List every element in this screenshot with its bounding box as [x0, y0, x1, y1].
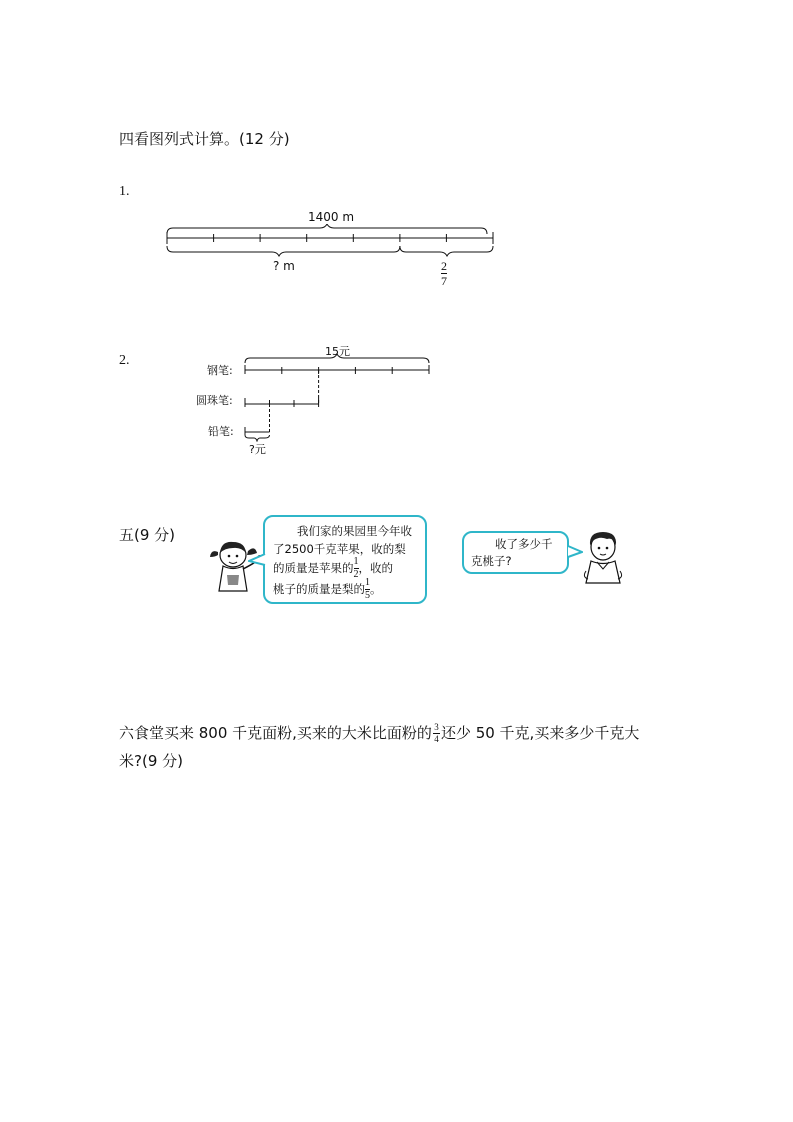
section-6-fraction: [433, 723, 440, 744]
diagram1-unknown-label: ? m: [273, 259, 295, 273]
bubble-left-line3b: ，收的: [358, 561, 393, 575]
diagram2-row-pen: 钢笔:: [207, 364, 233, 377]
speech-bubble-left: [263, 515, 427, 604]
item-2-number: 2.: [119, 353, 130, 368]
section-6-problem: [119, 719, 679, 775]
diagram1-total-label: 1400 m: [308, 210, 355, 224]
diagram2-unknown-label: ?元: [249, 443, 266, 456]
bubble-left-line4b: 。: [370, 582, 382, 596]
bubble-right-line1: 收了多少千: [495, 537, 553, 551]
section-6-text-c: 米?(9 分): [119, 752, 183, 770]
fraction-denominator: 7: [441, 274, 447, 288]
bubble-left-line3a: 的质量是苹果的: [273, 561, 354, 575]
bubble-right-line2: 克桃子?: [471, 554, 512, 568]
item-1-number: 1.: [119, 184, 130, 199]
boy-illustration: [580, 527, 628, 585]
bubble-left-line2: 了2500千克苹果，收的梨: [273, 542, 406, 556]
section-4-title: 四看图列式计算。(12 分): [119, 130, 290, 148]
diagram2-row-pencil: 铅笔:: [208, 425, 234, 438]
fraction-denominator: 2: [353, 569, 359, 580]
bubble-left-line4a: 桃子的质量是梨的: [273, 582, 365, 596]
fraction-numerator: 2: [441, 259, 447, 273]
section-6-text-b: 还少 50 千克,买来多少千克大: [440, 724, 640, 742]
diagram1-segment-bar: [160, 224, 500, 264]
fraction-numerator: 3: [434, 722, 439, 732]
bubble-left-tail: [248, 553, 266, 567]
diagram2-segment-bars: [240, 352, 440, 442]
speech-bubble-right: [462, 531, 569, 574]
section-5-title: 五(9 分): [119, 526, 176, 544]
diagram2-row-ballpen: 圆珠笔:: [196, 394, 233, 407]
fraction-denominator: 5: [365, 590, 370, 601]
fraction-denominator: 4: [434, 734, 439, 744]
diagram2-total-label: 15元: [325, 345, 350, 358]
section-6-text-a: 六食堂买来 800 千克面粉,买来的大米比面粉的: [119, 724, 432, 742]
fraction-numerator: 1: [353, 556, 359, 567]
diagram1-fraction: [441, 260, 447, 287]
bubble-left-line1: 我们家的果园里今年收: [297, 524, 412, 538]
fraction-numerator: 1: [365, 577, 370, 588]
